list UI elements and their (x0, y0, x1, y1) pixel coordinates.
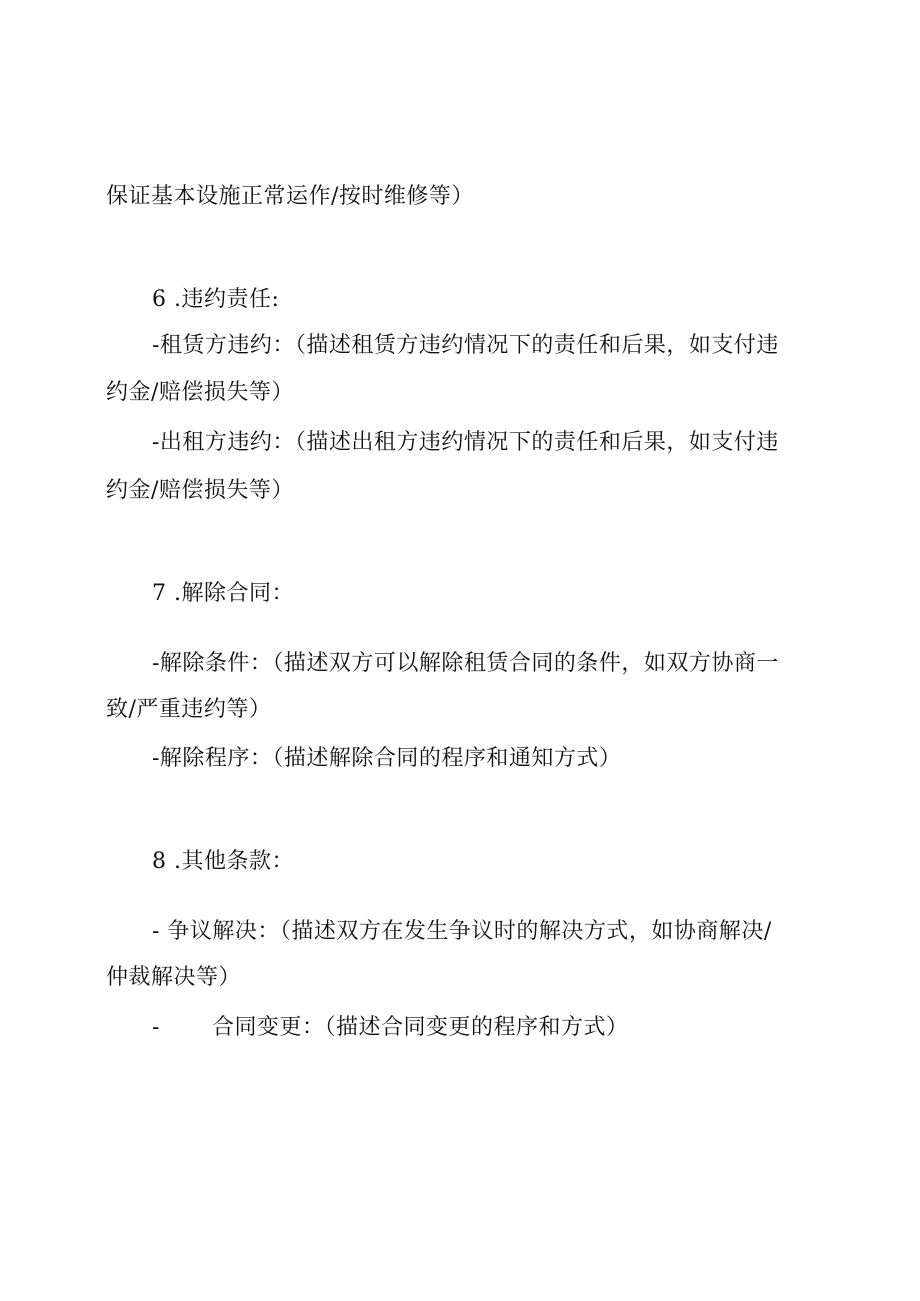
section-8-item-2-dash: - (152, 1015, 160, 1040)
section-6-item-1-line-2: 约金/赔偿损失等） (106, 380, 294, 405)
section-8-item-2-line-1 (152, 1017, 628, 1039)
section-8-heading: 8 .其他条款： (152, 849, 294, 874)
section-8-item-1-line-2: 仲裁解决等） (106, 965, 242, 990)
section-7-heading: 7 .解除合同： (152, 581, 294, 606)
section-6-heading: 6 .违约责任: (152, 287, 280, 312)
section-7-item-1-line-2: 致/严重违约等） (106, 697, 272, 722)
section-6-item-2-line-2: 约金/赔偿损失等） (106, 478, 294, 503)
section-7-item-1-line-1: -解除条件：（描述双方可以解除租赁合同的条件，如双方协商一 (152, 651, 779, 676)
section-8-item-1-line-1: - 争议解决：（描述双方在发生争议时的解决方式，如协商解决/ (152, 919, 772, 944)
section-7-item-2-line-1: -解除程序：（描述解除合同的程序和通知方式） (152, 746, 622, 771)
section-6-item-1-line-1: -租赁方违约：（描述租赁方违约情况下的责任和后果，如支付违 (152, 333, 779, 358)
section-6-item-2-line-1: -出租方违约：（描述出租方违约情况下的责任和后果，如支付违 (152, 430, 779, 455)
section-8-item-2-text: 合同变更：（描述合同变更的程序和方式） (211, 1015, 629, 1040)
continuation-text: 保证基本设施正常运作/按时维修等） (106, 184, 474, 209)
